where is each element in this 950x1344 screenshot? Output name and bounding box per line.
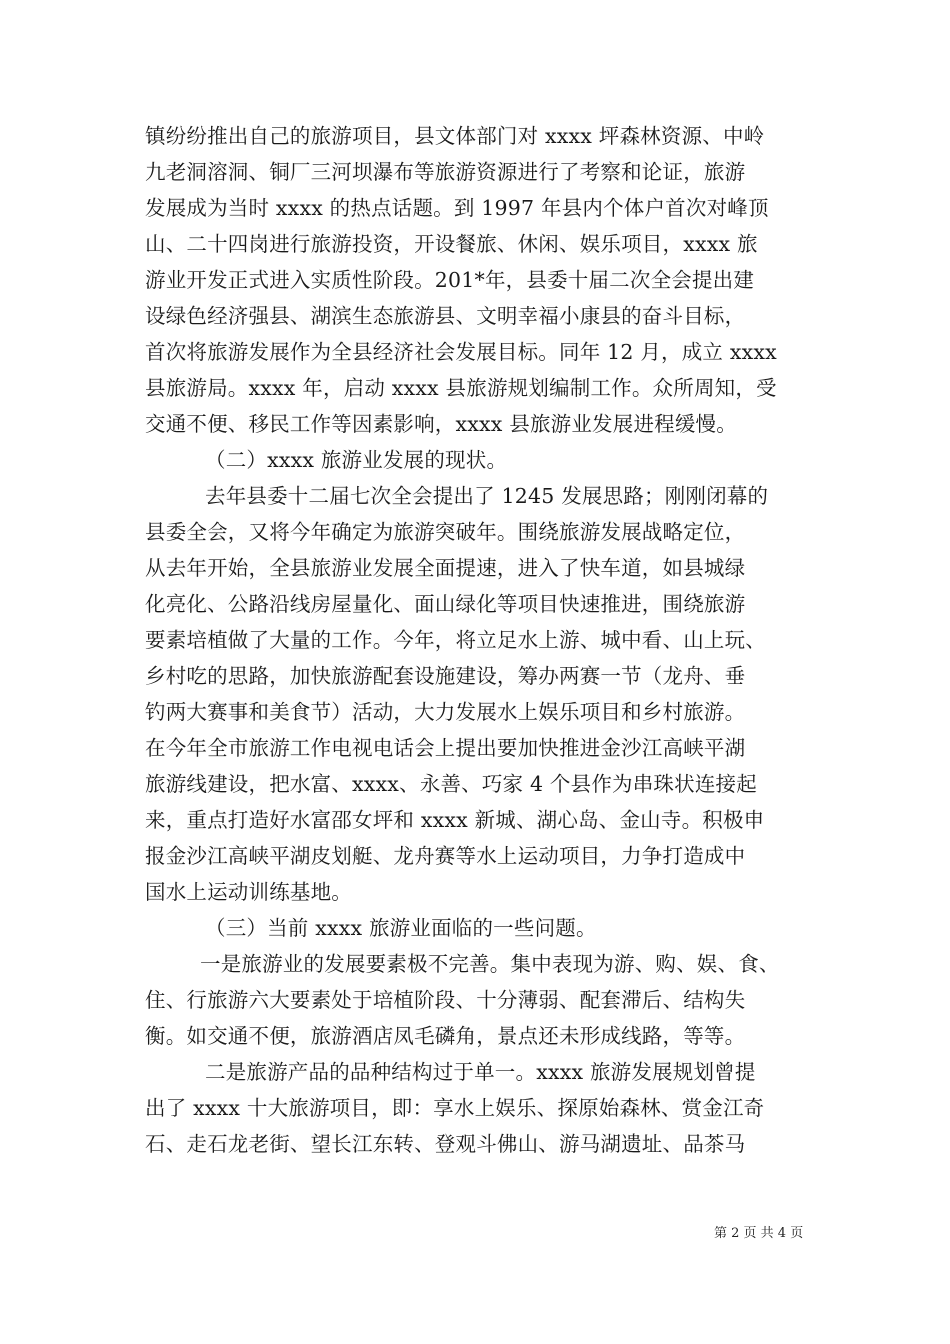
text-line: 出了 xxxx 十大旅游项目，即：享水上娱乐、探原始森林、赏金江奇 — [145, 1096, 765, 1120]
text-line: 国水上运动训练基地。 — [145, 880, 352, 904]
paragraph-start-line: 一是旅游业的发展要素极不完善。集中表现为游、购、娱、食、 — [200, 952, 780, 976]
text-line: 化亮化、公路沿线房屋量化、面山绿化等项目快速推进，围绕旅游 — [145, 592, 746, 616]
text-line: 乡村吃的思路，加快旅游配套设施建设，筹办两赛一节（龙舟、垂 — [145, 664, 746, 688]
text-line: 交通不便、移民工作等因素影响，xxxx 县旅游业发展进程缓慢。 — [145, 412, 737, 436]
text-line: 首次将旅游发展作为全县经济社会发展目标。同年 12 月，成立 xxxx — [145, 340, 777, 364]
paragraph-start-line: （二）xxxx 旅游业发展的现状。 — [205, 448, 508, 472]
text-line: 石、走石龙老街、望长江东转、登观斗佛山、游马湖遗址、品茶马 — [145, 1132, 746, 1156]
text-line: 设绿色经济强县、湖滨生态旅游县、文明幸福小康县的奋斗目标， — [145, 304, 746, 328]
text-line: 来，重点打造好水富邵女坪和 xxxx 新城、湖心岛、金山寺。积极申 — [145, 808, 765, 832]
text-line: 山、二十四岗进行旅游投资，开设餐旅、休闲、娱乐项目，xxxx 旅 — [145, 232, 758, 256]
text-line: 县旅游局。xxxx 年，启动 xxxx 县旅游规划编制工作。众所周知，受 — [145, 376, 777, 400]
text-line: 九老洞溶洞、铜厂三河坝瀑布等旅游资源进行了考察和论证，旅游 — [145, 160, 746, 184]
text-line: 县委全会，又将今年确定为旅游突破年。围绕旅游发展战略定位， — [145, 520, 746, 544]
text-line: 在今年全市旅游工作电视电话会上提出要加快推进金沙江高峡平湖 — [145, 736, 746, 760]
paragraph-start-line: （三）当前 xxxx 旅游业面临的一些问题。 — [205, 916, 597, 940]
text-line: 要素培植做了大量的工作。今年，将立足水上游、城中看、山上玩、 — [145, 628, 766, 652]
page-footer: 第 2 页 共 4 页 — [714, 1226, 804, 1241]
text-line: 镇纷纷推出自己的旅游项目，县文体部门对 xxxx 坪森林资源、中岭 — [145, 124, 765, 148]
text-line: 游业开发正式进入实质性阶段。201*年，县委十届二次全会提出建 — [145, 268, 755, 292]
text-line: 报金沙江高峡平湖皮划艇、龙舟赛等水上运动项目，力争打造成中 — [145, 844, 746, 868]
document-body — [145, 118, 815, 1162]
text-line: 旅游线建设，把水富、xxxx、永善、巧家 4 个县作为串珠状连接起 — [145, 772, 757, 796]
paragraph-start-line: 去年县委十二届七次全会提出了 1245 发展思路；刚刚闭幕的 — [205, 484, 769, 508]
text-line: 住、行旅游六大要素处于培植阶段、十分薄弱、配套滞后、结构失 — [145, 988, 746, 1012]
text-line: 钓两大赛事和美食节）活动，大力发展水上娱乐项目和乡村旅游。 — [145, 700, 746, 724]
text-line: 衡。如交通不便，旅游酒店凤毛磷角，景点还未形成线路，等等。 — [145, 1024, 746, 1048]
text-line: 发展成为当时 xxxx 的热点话题。到 1997 年县内个体户首次对峰顶 — [145, 196, 769, 220]
paragraph-start-line: 二是旅游产品的品种结构过于单一。xxxx 旅游发展规划曾提 — [205, 1060, 756, 1084]
text-line: 从去年开始，全县旅游业发展全面提速，进入了快车道，如县城绿 — [145, 556, 746, 580]
